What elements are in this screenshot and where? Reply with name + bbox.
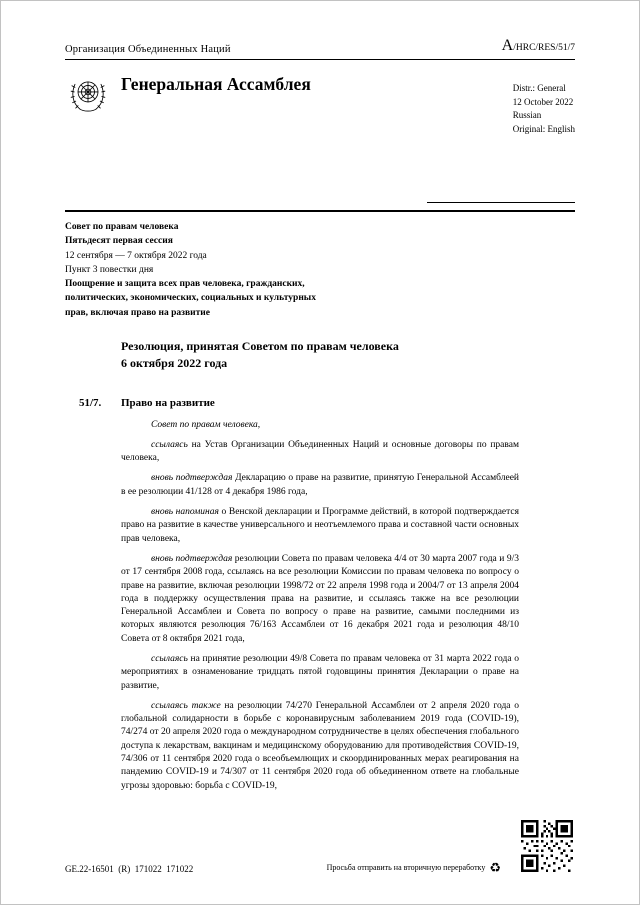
paragraph-text: на Устав Организации Объединенных Наций и основные договоры по правам человека, xyxy=(121,439,519,464)
doc-symbol-rest: /HRC/RES/51/7 xyxy=(513,43,575,53)
distr-line: Distr.: General xyxy=(512,83,566,93)
paragraph xyxy=(121,700,519,793)
rule-thick xyxy=(65,210,575,212)
distr-block xyxy=(513,82,575,136)
footer-recycle-note xyxy=(327,861,501,874)
council-name: Совет по правам человека xyxy=(65,222,179,232)
org-name: Организация Объединенных Наций xyxy=(65,44,231,55)
session-dates: 12 сентября — 7 октября 2022 года xyxy=(65,250,207,261)
distr-language: Russian xyxy=(512,110,542,120)
paragraph-text: на резолюции 74/270 Генеральной Ассамблеи от 2 апреля 2020 года о глобальной солидарности в борьбе с коронавирусным заболеванием 2019 года (COVID-19), 74/274 от 20 апреля 2020 года о международном сотрудничестве в целях обеспечения глобального доступа к лекарствам, вакцинам и медицинскому оборудованию для противодействия COVID-19, 74/306 от 11 сентября 2020 года о всеобъемлющих и скоординированных мерах реагирования на пандемию COVID-19 и 74/307 от 11 сентября 2020 года об объединенном ответе на глобальные угрозы здоровью: борьба с COVID-19, xyxy=(121,700,520,791)
paragraph-lead: ссылаясь также xyxy=(151,700,221,711)
doc-symbol-prefix: A xyxy=(501,37,514,54)
paragraph-lead: вновь подтверждая xyxy=(151,553,233,564)
resolution-heading xyxy=(79,397,519,409)
paragraph xyxy=(121,472,519,499)
distr-original: Original: English xyxy=(512,123,575,134)
rule-short xyxy=(427,202,575,203)
resolution-body xyxy=(121,419,519,793)
paragraph-lead: вновь напоминая xyxy=(151,507,219,518)
paragraph-lead: Совет по правам человека, xyxy=(151,419,261,430)
paragraph-lead: ссылаясь xyxy=(151,439,188,450)
distr-date: 12 October 2022 xyxy=(512,96,574,107)
paragraph-text: Декларацию о праве на развитие, принятую Генеральной Ассамблеей в ее резолюции 41/128 от 4 декабря 1986 года, xyxy=(121,473,519,497)
paragraph xyxy=(121,653,519,693)
resolution-title-line2: 6 октября 2022 года xyxy=(121,356,228,371)
resolution-name: Право на развитие xyxy=(121,396,215,409)
masthead xyxy=(65,70,575,202)
paragraph xyxy=(121,439,519,466)
session-block xyxy=(65,220,575,320)
footer-reference: GE.22-16501 (R) 171022 171022 xyxy=(65,864,194,874)
paragraph-lead: вновь подтверждая xyxy=(151,473,233,484)
resolution-title-line1: Резолюция, принятая Советом по правам человека xyxy=(121,338,399,353)
paragraph-text: резолюции Совета по правам человека 4/4 от 30 марта 2007 года и 9/3 от 17 сентября 2008 года, ссылаясь на все резолюции Комиссии по правам человека по вопросу о праве на развитие, включая резолюции 1998/72 от 22 апреля 1998 года и 2004/7 от 13 апреля 2004 года в поддержку осуществления права на развитие, и ссылаясь также на все резолюции Генеральной Ассамблеи и Совета по вопросу о праве на развитие, самыми последними из которых являются резолюция 76/163 Ассамблеи от 16 декабря 2021 года и резолюция 48/10 Совета от 8 октября 2021 года, xyxy=(121,553,519,644)
un-emblem-icon xyxy=(65,70,111,120)
resolution-number: 51/7. xyxy=(79,396,102,409)
agenda-title: Поощрение и защита всех прав человека, гражданских, политических, экономических, социальных и культурных прав, включая право на развитие xyxy=(65,279,316,318)
recycle-note-text: Просьба отправить на вторичную переработку xyxy=(326,863,486,872)
doc-symbol xyxy=(502,37,575,55)
recycle-icon: ♻ xyxy=(489,860,501,875)
paragraph-lead: ссылаясь xyxy=(151,653,188,664)
qr-code xyxy=(521,820,573,872)
paragraph-text: о Венской декларации и Программе действий, в которой подтверждается право на развитие в качестве универсального и неотъемлемого права и составной части основных прав человека, xyxy=(121,507,519,544)
assembly-title: Генеральная Ассамблея xyxy=(121,74,311,94)
resolution-title xyxy=(121,338,519,373)
resolution-area xyxy=(79,338,519,793)
paragraph xyxy=(121,419,519,432)
paragraph xyxy=(121,553,519,646)
paragraph xyxy=(121,506,519,546)
paragraph-text: на принятие резолюции 49/8 Совета по правам человека от 31 марта 2022 года о мероприятиях в ознаменование тридцать пятой годовщины принятия Декларации о праве на развитие, xyxy=(121,653,519,691)
header-org-row xyxy=(65,37,575,60)
session-name: Пятьдесят первая сессия xyxy=(65,236,173,247)
agenda-item: Пункт 3 повестки дня xyxy=(65,264,154,275)
